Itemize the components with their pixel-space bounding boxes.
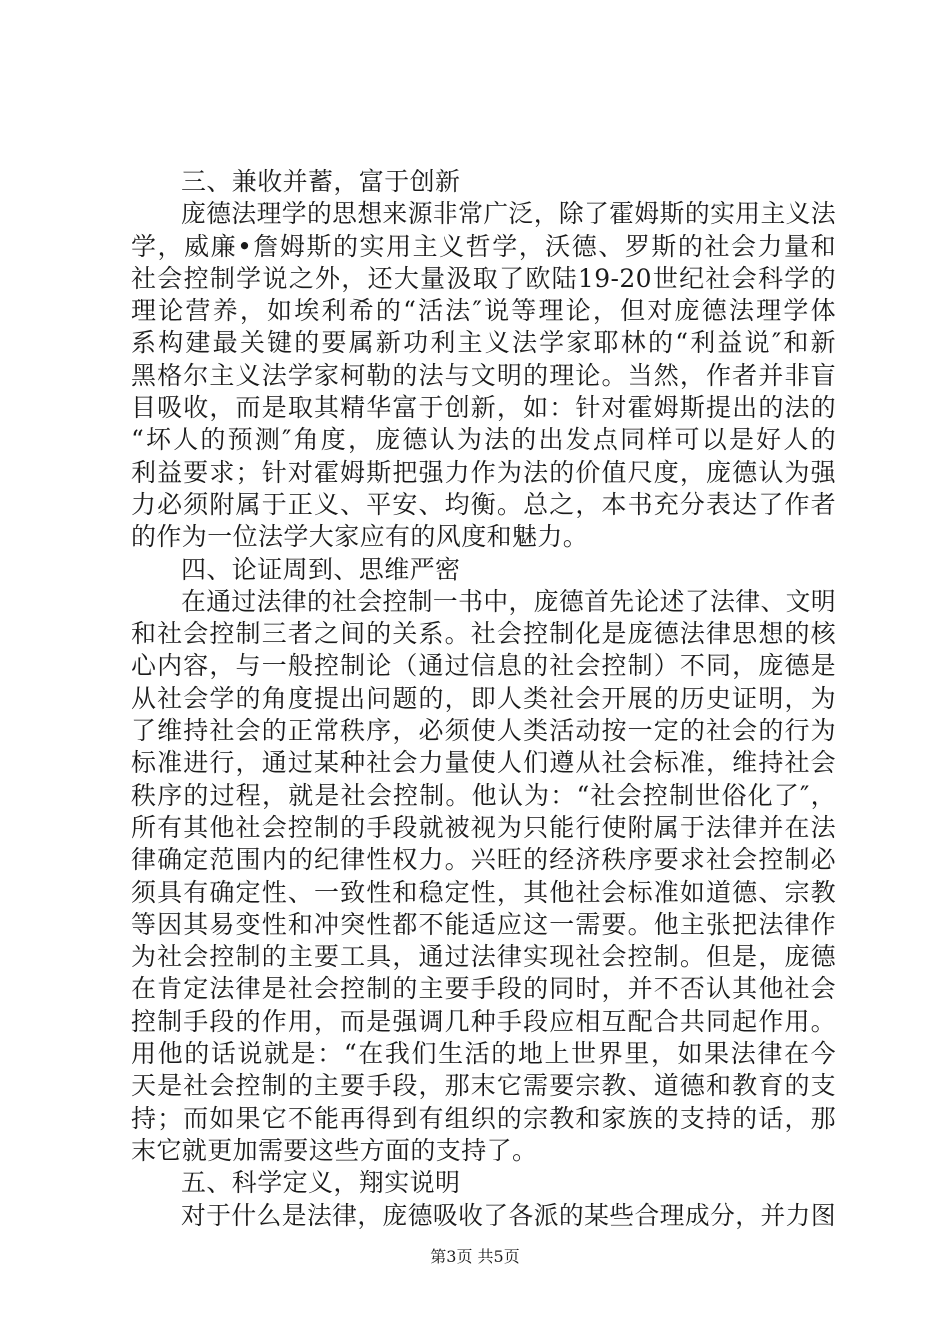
paragraph-line: 天是社会控制的主要手段，那末它需要宗教、道德和教育的支 xyxy=(131,1071,836,1101)
page-number-label: 第3页 共5页 xyxy=(430,1247,520,1266)
paragraph-line: 对于什么是法律，庞德吸收了各派的某些合理成分，并力图 xyxy=(181,1200,836,1230)
paragraph-line: 学，威廉•詹姆斯的实用主义哲学，沃德、罗斯的社会力量和 xyxy=(131,231,836,261)
section-heading-4: 四、论证周到、思维严密 xyxy=(181,554,461,584)
section-heading-3: 三、兼收并蓄，富于创新 xyxy=(181,167,461,196)
paragraph-line: 在肯定法律是社会控制的主要手段的同时，并不否认其他社会 xyxy=(131,974,836,1004)
paragraph-line: 须具有确定性、一致性和稳定性，其他社会标准如道德、宗教 xyxy=(131,877,836,907)
paragraph-line: 目吸收，而是取其精华富于创新，如：针对霍姆斯提出的法的 xyxy=(131,393,836,423)
paragraph-line: 和社会控制三者之间的关系。社会控制化是庞德法律思想的核 xyxy=(131,619,836,649)
paragraph-line: 控制手段的作用，而是强调几种手段应相互配合共同起作用。 xyxy=(131,1006,836,1036)
paragraph-line: 律确定范围内的纪律性权力。兴旺的经济秩序要求社会控制必 xyxy=(131,845,836,875)
paragraph-line: 了维持社会的正常秩序，必须使人类活动按一定的社会的行为 xyxy=(131,716,836,746)
paragraph-line: 标准进行，通过某种社会力量使人们遵从社会标准，维持社会 xyxy=(131,748,836,778)
paragraph-line: 心内容，与一般控制论（通过信息的社会控制）不同，庞德是 xyxy=(131,651,836,681)
paragraph-line: “坏人的预测″角度，庞德认为法的出发点同样可以是好人的 xyxy=(131,425,836,455)
paragraph-line: 持；而如果它不能再得到有组织的宗教和家族的支持的话，那 xyxy=(131,1103,836,1133)
paragraph-line: 的作为一位法学大家应有的风度和魅力。 xyxy=(131,522,589,552)
paragraph-line: 庞德法理学的思想来源非常广泛，除了霍姆斯的实用主义法 xyxy=(181,199,836,229)
paragraph-line: 用他的话说就是：“在我们生活的地上世界里，如果法律在今 xyxy=(131,1039,836,1069)
paragraph-line: 力必须附属于正义、平安、均衡。总之，本书充分表达了作者 xyxy=(131,489,836,519)
paragraph-line: 末它就更加需要这些方面的支持了。 xyxy=(131,1135,538,1165)
document-body xyxy=(131,166,836,1232)
page-footer xyxy=(0,1244,950,1267)
paragraph-line: 为社会控制的主要工具，通过法律实现社会控制。但是，庞德 xyxy=(131,942,836,972)
paragraph-line: 理论营养，如埃利希的“活法″说等理论，但对庞德法理学体 xyxy=(131,296,836,326)
paragraph-line: 所有其他社会控制的手段就被视为只能行使附属于法律并在法 xyxy=(131,812,836,842)
paragraph-line: 从社会学的角度提出问题的，即人类社会开展的历史证明，为 xyxy=(131,683,836,713)
section-heading-5: 五、科学定义，翔实说明 xyxy=(181,1168,461,1198)
paragraph-line: 社会控制学说之外，还大量汲取了欧陆19-20世纪社会科学的 xyxy=(131,263,836,293)
paragraph-line: 秩序的过程，就是社会控制。他认为：“社会控制世俗化了″， xyxy=(131,780,836,810)
paragraph-line: 系构建最关键的要属新功利主义法学家耶林的“利益说″和新 xyxy=(131,328,836,358)
paragraph-line: 黑格尔主义法学家柯勒的法与文明的理论。当然，作者并非盲 xyxy=(131,360,836,390)
paragraph-line: 在通过法律的社会控制一书中，庞德首先论述了法律、文明 xyxy=(181,586,836,616)
paragraph-line: 等因其易变性和冲突性都不能适应这一需要。他主张把法律作 xyxy=(131,909,836,939)
paragraph-line: 利益要求；针对霍姆斯把强力作为法的价值尺度，庞德认为强 xyxy=(131,457,836,487)
